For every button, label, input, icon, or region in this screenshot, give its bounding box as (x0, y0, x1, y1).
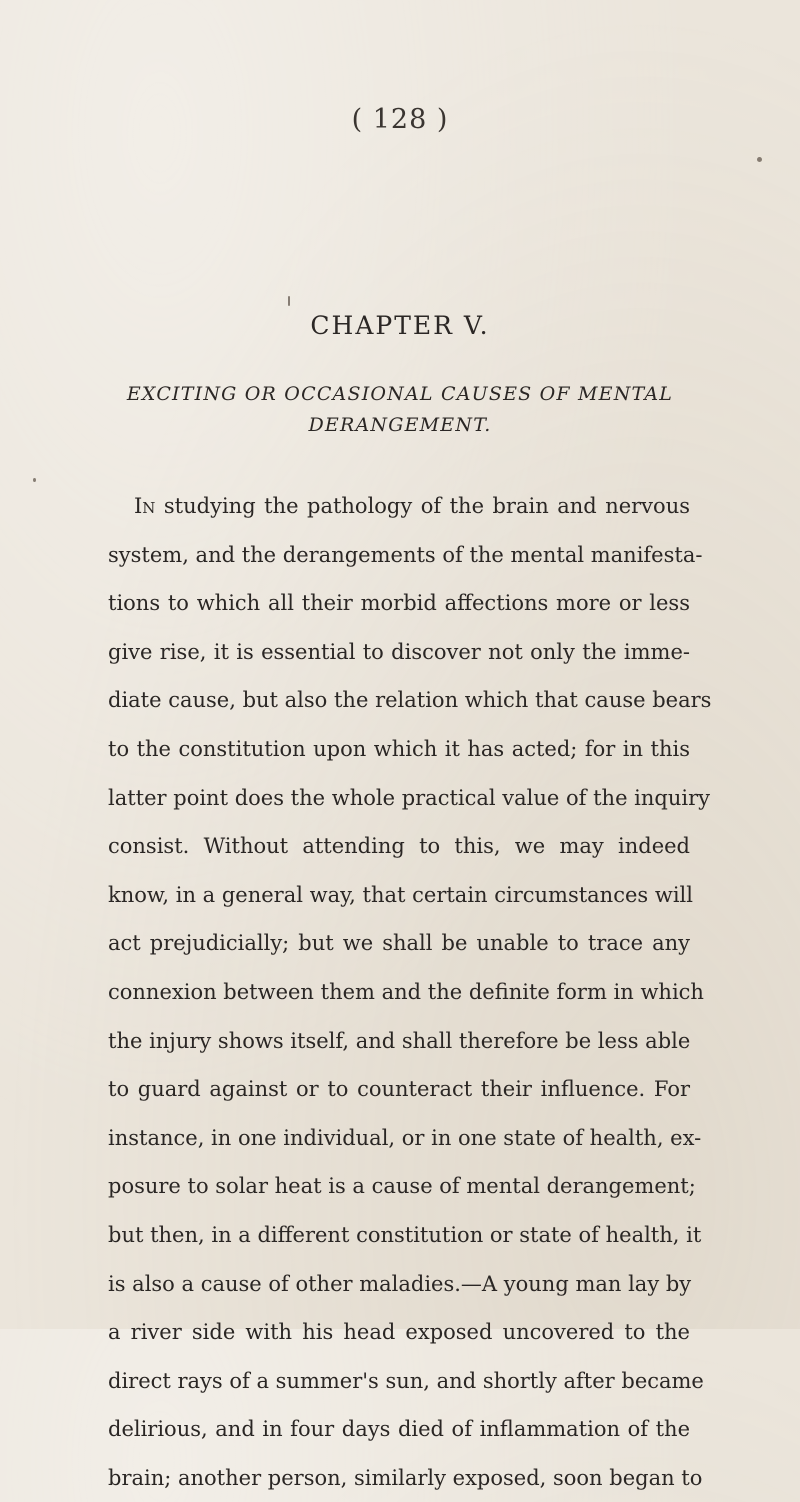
body-line-12: the injury shows itself, and shall therefore be less able (108, 1028, 691, 1053)
body-line-13: to guard against or to counteract their influence. For (108, 1077, 690, 1102)
paper-speck (288, 296, 290, 306)
paper-speck (757, 157, 762, 162)
body-line-8: consist. Without attending to this, we may indeed (108, 834, 690, 859)
body-line-5: diate cause, but also the relation which that cause bears (108, 688, 712, 713)
body-line-1 (108, 482, 690, 531)
body-line-15: posure to solar heat is a cause of mental derangement; (108, 1174, 696, 1199)
body-line-10: act prejudicially; but we shall be unable to trace any (108, 931, 690, 956)
body-line-18: a river side with his head exposed uncovered to the (108, 1320, 690, 1345)
body-line-7: latter point does the whole practical value of the inquiry (108, 785, 710, 810)
paper-speck (33, 478, 36, 482)
chapter-subtitle-line-1: EXCITING OR OCCASIONAL CAUSES OF MENTAL (126, 383, 674, 405)
body-line-16: but then, in a different constitution or state of health, it (108, 1222, 702, 1247)
chapter-title: CHAPTER V. (310, 311, 490, 340)
body-line-2: system, and the derangements of the mental manifesta- (108, 542, 703, 567)
body-line-6: to the constitution upon which it has acted; for in this (108, 736, 690, 761)
body-line-3: tions to which all their morbid affections more or less (108, 591, 690, 616)
drop-word: In (134, 494, 156, 518)
body-line-17: is also a cause of other maladies.—A young man lay by (108, 1271, 692, 1296)
body-line-1-text: studying the pathology of the brain and nervous (155, 494, 690, 518)
body-line-19: direct rays of a summer's sun, and shortly after became (108, 1368, 704, 1393)
chapter-subtitle-line-2: DERANGEMENT. (308, 414, 492, 436)
body-line-11: connexion between them and the definite form in which (108, 979, 704, 1004)
body-line-4: give rise, it is essential to discover not only the imme- (108, 639, 690, 664)
body-line-9: know, in a general way, that certain circumstances will (108, 882, 693, 907)
body-line-14: instance, in one individual, or in one state of health, ex- (108, 1125, 702, 1150)
body-paragraph (108, 482, 712, 1502)
body-line-20: delirious, and in four days died of inflammation of the (108, 1417, 690, 1442)
body-line-21: brain; another person, similarly exposed, soon began to (108, 1465, 703, 1490)
page-number: ( 128 ) (351, 104, 449, 135)
